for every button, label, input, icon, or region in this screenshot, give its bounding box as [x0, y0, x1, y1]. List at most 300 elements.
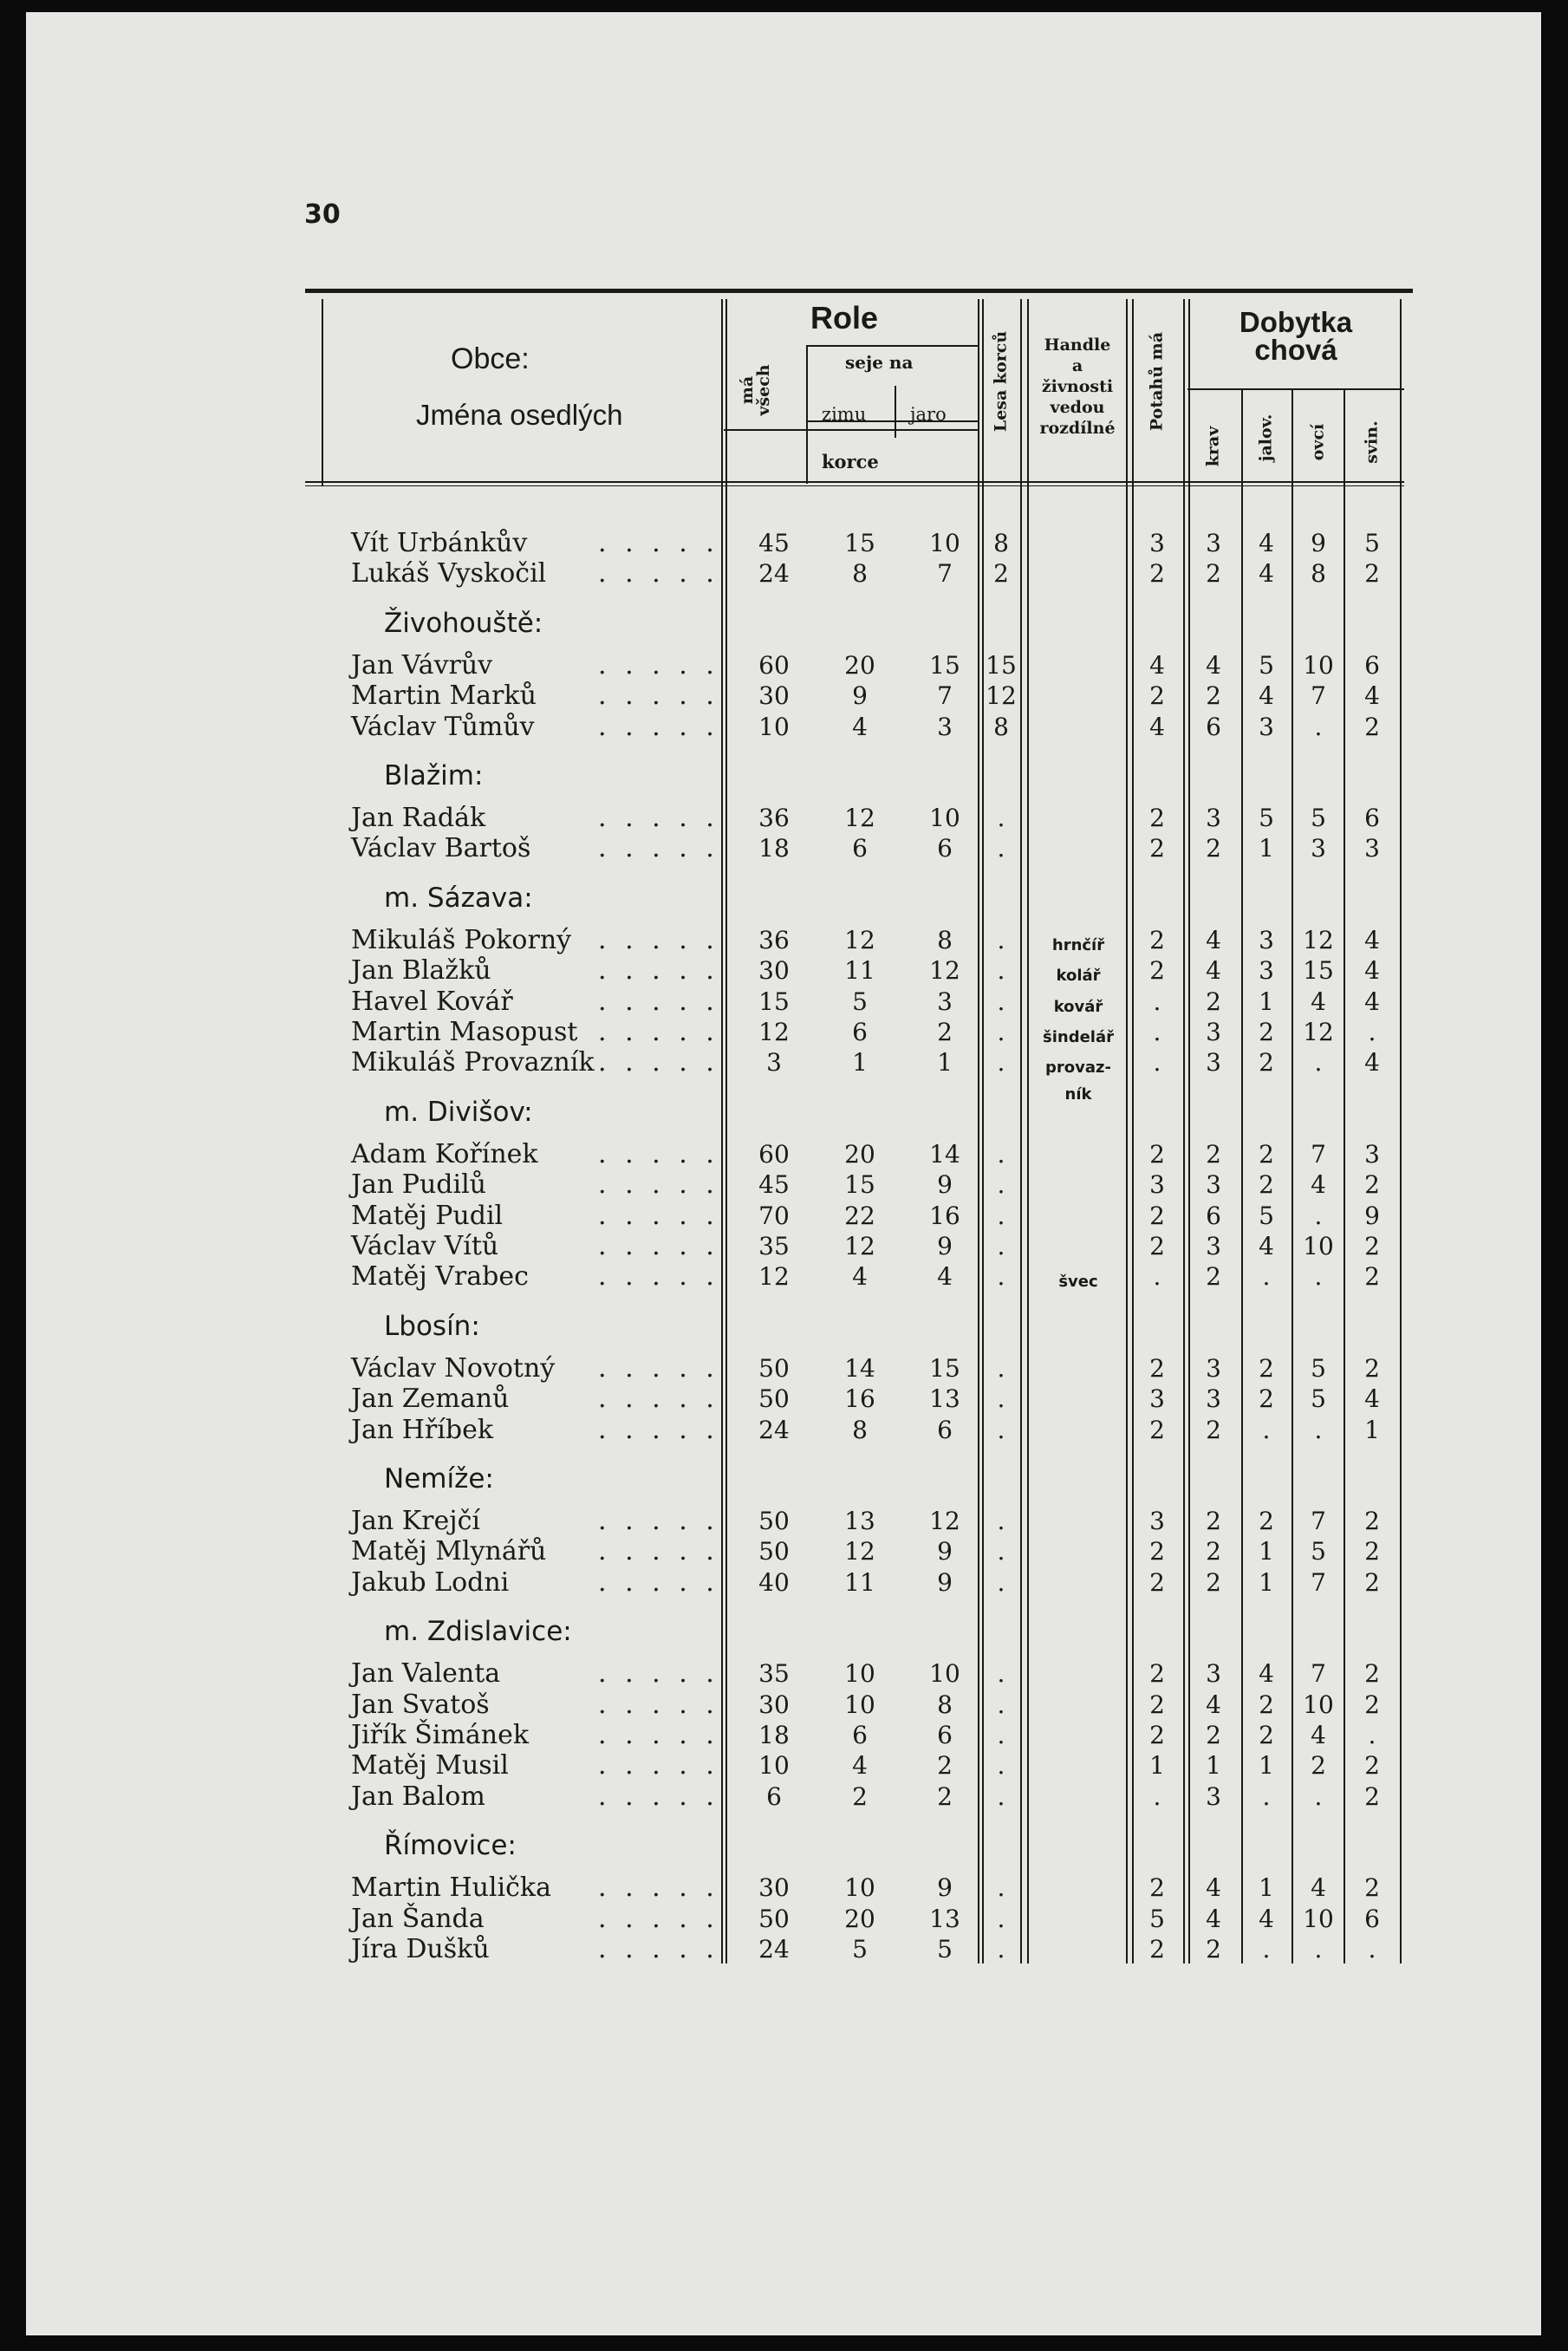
cell-ovci: 4 — [1311, 987, 1326, 1016]
leader-dots: . . . . . — [598, 711, 719, 742]
cell-ma-vsech: 30 — [758, 681, 790, 711]
cell-ma-vsech: 30 — [758, 1690, 790, 1719]
cell-zimu: 15 — [844, 1170, 875, 1200]
cell-svin: 2 — [1364, 1873, 1380, 1903]
header-lesa-korcu: Lesa korců — [991, 330, 1011, 433]
cell-krav: 3 — [1206, 1232, 1221, 1260]
cell-lesa: . — [997, 925, 1005, 954]
cell-ma-vsech: 40 — [758, 1567, 790, 1597]
cell-lesa: . — [997, 1170, 1005, 1200]
cell-potahu: . — [1153, 1018, 1161, 1046]
cell-jaro: 5 — [937, 1935, 953, 1964]
cell-jaro: 4 — [937, 1262, 953, 1292]
cell-potahu: 2 — [1149, 1659, 1165, 1689]
cell-jalov: 5 — [1259, 650, 1274, 680]
cell-zimu: 4 — [852, 712, 868, 741]
cell-ovci: 7 — [1311, 1567, 1326, 1597]
cell-jalov: 2 — [1259, 1384, 1274, 1414]
cell-zimu: 11 — [844, 1567, 875, 1597]
cell-svin: 2 — [1364, 1781, 1380, 1811]
cell-ovci: . — [1314, 1048, 1323, 1078]
cell-jaro: 9 — [937, 1170, 953, 1200]
cell-jaro: 16 — [929, 1201, 960, 1230]
cell-krav: 3 — [1206, 804, 1221, 832]
cell-jalov: 4 — [1259, 1904, 1274, 1933]
cell-ovci: . — [1314, 1781, 1323, 1811]
cell-ma-vsech: 45 — [758, 1170, 790, 1200]
owner-name: Jíra Dušků — [351, 1934, 490, 1964]
cell-potahu: 2 — [1149, 1935, 1165, 1964]
cell-krav: 3 — [1206, 1018, 1221, 1046]
owner-name: Václav Bartoš — [351, 833, 531, 864]
cell-svin: 4 — [1364, 1384, 1380, 1414]
cell-ma-vsech: 50 — [758, 1353, 790, 1383]
table-row — [0, 1170, 1568, 1200]
table-row — [0, 926, 1568, 955]
cell-krav: 4 — [1206, 956, 1221, 986]
cell-lesa: . — [997, 1935, 1005, 1964]
cell-jaro: 9 — [937, 1232, 953, 1260]
table-row — [0, 1659, 1568, 1689]
leader-dots: . . . . . — [598, 681, 719, 712]
table-row — [0, 1354, 1568, 1384]
cell-jaro: 13 — [929, 1904, 960, 1933]
leader-dots: . . . . . — [598, 955, 719, 987]
cell-ma-vsech: 70 — [758, 1201, 790, 1230]
header-ovci: ovcí — [1308, 423, 1328, 461]
cell-krav: 2 — [1206, 1507, 1221, 1535]
cell-zimu: 20 — [844, 1139, 875, 1169]
leader-dots: . . . . . — [598, 1384, 719, 1415]
cell-ovci: 4 — [1311, 1873, 1326, 1903]
cell-svin: 2 — [1364, 1170, 1380, 1200]
cell-jaro: 12 — [929, 956, 960, 986]
cell-ma-vsech: 15 — [758, 987, 790, 1016]
cell-potahu: . — [1153, 1781, 1161, 1811]
table-row — [0, 1568, 1568, 1598]
cell-jaro: 10 — [929, 529, 960, 557]
cell-svin: 4 — [1364, 987, 1380, 1016]
header-jmena-osedlych: Jména osedlých — [416, 399, 623, 431]
cell-jaro: 15 — [929, 650, 960, 680]
cell-lesa: . — [997, 1507, 1005, 1535]
cell-potahu: 2 — [1149, 1690, 1165, 1719]
cell-zimu: 15 — [844, 529, 875, 557]
owner-name: Martin Marků — [351, 681, 537, 712]
cell-krav: 4 — [1206, 650, 1221, 680]
leader-dots: . . . . . — [598, 558, 719, 589]
cell-krav: 4 — [1206, 925, 1221, 954]
cell-ma-vsech: 30 — [758, 1873, 790, 1903]
village-heading: m. Zdislavice: — [384, 1616, 572, 1648]
cell-ma-vsech: 12 — [758, 1262, 790, 1292]
cell-potahu: 2 — [1149, 1873, 1165, 1903]
cell-ma-vsech: 24 — [758, 559, 790, 589]
cell-jaro: 8 — [937, 925, 953, 954]
cell-jaro: 6 — [937, 834, 953, 863]
cell-ma-vsech: 50 — [758, 1384, 790, 1414]
leader-dots: . . . . . — [598, 1750, 719, 1781]
header-krav: krav — [1203, 426, 1223, 467]
cell-svin: 2 — [1364, 1537, 1380, 1566]
cell-jalov: . — [1262, 1781, 1271, 1811]
cell-svin: . — [1368, 1721, 1376, 1749]
table-row — [0, 651, 1568, 681]
cell-krav: 2 — [1206, 681, 1221, 711]
cell-svin: 2 — [1364, 1690, 1380, 1719]
cell-lesa: . — [997, 1873, 1005, 1903]
cell-potahu: 4 — [1149, 650, 1165, 680]
cell-krav: 2 — [1206, 1139, 1221, 1169]
cell-svin: 1 — [1364, 1415, 1380, 1444]
cell-ovci: 4 — [1311, 1170, 1326, 1200]
cell-potahu: . — [1153, 1048, 1161, 1078]
cell-svin: 2 — [1364, 1507, 1380, 1535]
cell-ma-vsech: 6 — [766, 1781, 782, 1811]
cell-svin: 2 — [1364, 1232, 1380, 1260]
leader-dots: . . . . . — [598, 986, 719, 1017]
cell-svin: 6 — [1364, 1904, 1380, 1933]
cell-jalov: . — [1262, 1415, 1271, 1444]
cell-ovci: 7 — [1311, 681, 1326, 711]
header-jalov: jalov. — [1256, 414, 1276, 462]
table-row — [0, 987, 1568, 1017]
table-row — [0, 1262, 1568, 1292]
cell-jaro: 1 — [937, 1048, 953, 1078]
cell-krav: 2 — [1206, 1567, 1221, 1597]
cell-lesa: . — [997, 1751, 1005, 1781]
cell-potahu: 2 — [1149, 1537, 1165, 1566]
cell-ovci: 9 — [1311, 529, 1326, 557]
cell-krav: 3 — [1206, 1048, 1221, 1078]
cell-krav: 2 — [1206, 834, 1221, 863]
cell-potahu: 3 — [1149, 1507, 1165, 1535]
table-row — [0, 713, 1568, 742]
leader-dots: . . . . . — [598, 1566, 719, 1598]
leader-dots: . . . . . — [598, 1352, 719, 1384]
cell-jalov: 2 — [1259, 1139, 1274, 1169]
cell-svin: 4 — [1364, 956, 1380, 986]
cell-lesa: . — [997, 1384, 1005, 1414]
owner-name: Jan Šanda — [351, 1903, 485, 1934]
cell-jalov: 3 — [1259, 712, 1274, 741]
owner-name: Adam Kořínek — [351, 1138, 538, 1169]
cell-zimu: 10 — [844, 1873, 875, 1903]
cell-potahu: 2 — [1149, 1721, 1165, 1749]
cell-krav: 3 — [1206, 1384, 1221, 1414]
cell-svin: 4 — [1364, 681, 1380, 711]
header-handle: Handle a živnosti vedou rozdílné — [1039, 335, 1116, 438]
cell-svin: 2 — [1364, 712, 1380, 741]
cell-jalov: 2 — [1259, 1690, 1274, 1719]
leader-dots: . . . . . — [598, 1414, 719, 1445]
cell-potahu: 3 — [1149, 529, 1165, 557]
cell-zimu: 4 — [852, 1751, 868, 1781]
cell-jalov: 4 — [1259, 529, 1274, 557]
cell-zimu: 5 — [852, 987, 868, 1016]
cell-ovci: 10 — [1303, 650, 1334, 680]
cell-potahu: 2 — [1149, 1415, 1165, 1444]
owner-name: Matěj Vrabec — [351, 1261, 529, 1293]
leader-dots: . . . . . — [598, 649, 719, 681]
cell-ovci: 12 — [1303, 925, 1334, 954]
cell-svin: 3 — [1364, 834, 1380, 863]
cell-jaro: 9 — [937, 1567, 953, 1597]
cell-ovci: . — [1314, 1262, 1323, 1292]
cell-krav: 2 — [1206, 1935, 1221, 1964]
table-row — [0, 1537, 1568, 1566]
cell-krav: 4 — [1206, 1904, 1221, 1933]
table-row — [0, 1905, 1568, 1934]
cell-ovci: 5 — [1311, 1537, 1326, 1566]
cell-ma-vsech: 50 — [758, 1537, 790, 1566]
cell-krav: 2 — [1206, 1721, 1221, 1749]
cell-svin: 2 — [1364, 1659, 1380, 1689]
cell-zimu: 16 — [844, 1384, 875, 1414]
cell-ma-vsech: 10 — [758, 712, 790, 741]
cell-jalov: 4 — [1259, 559, 1274, 589]
cell-jalov: 1 — [1259, 987, 1274, 1016]
cell-jaro: 2 — [937, 1018, 953, 1046]
cell-svin: 3 — [1364, 1139, 1380, 1169]
cell-lesa: . — [997, 1232, 1005, 1260]
cell-jaro: 3 — [937, 712, 953, 741]
leader-dots: . . . . . — [598, 1506, 719, 1536]
cell-potahu: 1 — [1149, 1751, 1165, 1781]
owner-name: Martin Hulička — [351, 1872, 551, 1904]
leader-dots: . . . . . — [598, 833, 719, 864]
cell-ma-vsech: 18 — [758, 834, 790, 863]
cell-lesa: 8 — [993, 529, 1009, 557]
table-row — [0, 1782, 1568, 1812]
leader-dots: . . . . . — [598, 1017, 719, 1047]
cell-potahu: . — [1153, 987, 1161, 1016]
cell-zimu: 6 — [852, 834, 868, 863]
table-row — [0, 1384, 1568, 1414]
cell-krav: 2 — [1206, 1262, 1221, 1292]
owner-name: Jan Blažků — [351, 955, 491, 987]
cell-lesa: . — [997, 834, 1005, 863]
cell-zimu: 8 — [852, 1415, 868, 1444]
cell-svin: . — [1368, 1935, 1376, 1964]
owner-name: Martin Masopust — [351, 1017, 578, 1047]
cell-jalov: 2 — [1259, 1721, 1274, 1749]
cell-lesa: . — [997, 987, 1005, 1016]
leader-dots: . . . . . — [598, 1903, 719, 1934]
owner-name: Matěj Pudil — [351, 1200, 504, 1231]
cell-jalov: 2 — [1259, 1018, 1274, 1046]
owner-name: Havel Kovář — [351, 986, 513, 1017]
cell-ma-vsech: 60 — [758, 1139, 790, 1169]
cell-zimu: 10 — [844, 1659, 875, 1689]
cell-krav: 2 — [1206, 1415, 1221, 1444]
header-korce: korce — [822, 451, 879, 472]
cell-lesa: . — [997, 956, 1005, 986]
cell-svin: 4 — [1364, 925, 1380, 954]
cell-jalov: 3 — [1259, 925, 1274, 954]
cell-potahu: 2 — [1149, 1567, 1165, 1597]
cell-potahu: 2 — [1149, 1139, 1165, 1169]
table-row — [0, 559, 1568, 589]
cell-lesa: . — [997, 804, 1005, 832]
cell-jalov: 1 — [1259, 1873, 1274, 1903]
village-heading: Lbosín: — [384, 1310, 480, 1342]
owner-name: Matěj Musil — [351, 1750, 509, 1781]
leader-dots: . . . . . — [598, 1781, 719, 1812]
cell-jaro: 12 — [929, 1507, 960, 1535]
cell-krav: 2 — [1206, 1537, 1221, 1566]
owner-name: Jan Svatoš — [351, 1689, 490, 1720]
leader-dots: . . . . . — [598, 803, 719, 833]
cell-zimu: 9 — [852, 681, 868, 711]
cell-svin: 2 — [1364, 1353, 1380, 1383]
leader-dots: . . . . . — [598, 1872, 719, 1904]
owner-name: Václav Tůmův — [351, 711, 535, 742]
table-row — [0, 1416, 1568, 1445]
cell-jalov: 1 — [1259, 1537, 1274, 1566]
table-row — [0, 1140, 1568, 1169]
cell-jaro: 6 — [937, 1721, 953, 1749]
cell-jaro: 3 — [937, 987, 953, 1016]
cell-ovci: 7 — [1311, 1507, 1326, 1535]
cell-handle: hrnčíř — [1051, 935, 1105, 954]
cell-ovci: 5 — [1311, 1353, 1326, 1383]
table-row — [0, 1721, 1568, 1750]
table-row — [0, 1018, 1568, 1047]
cell-zimu: 6 — [852, 1018, 868, 1046]
cell-zimu: 5 — [852, 1935, 868, 1964]
cell-handle: provaz- — [1045, 1058, 1111, 1078]
cell-potahu: 2 — [1149, 559, 1165, 589]
cell-ovci: . — [1314, 1935, 1323, 1964]
leader-dots: . . . . . — [598, 1200, 719, 1231]
cell-ma-vsech: 24 — [758, 1415, 790, 1444]
owner-name: Mikuláš Pokorný — [351, 924, 572, 955]
cell-ovci: 12 — [1303, 1018, 1334, 1046]
cell-ma-vsech: 45 — [758, 529, 790, 557]
cell-jalov: 2 — [1259, 1353, 1274, 1383]
village-heading: m. Divišov: — [384, 1096, 533, 1128]
owner-name: Vít Urbánkův — [351, 528, 528, 558]
cell-ovci: 10 — [1303, 1690, 1334, 1719]
owner-name: Jan Pudilů — [351, 1169, 486, 1201]
cell-krav: 2 — [1206, 987, 1221, 1016]
cell-ma-vsech: 24 — [758, 1935, 790, 1964]
cell-svin: 5 — [1364, 529, 1380, 557]
cell-ovci: 3 — [1311, 834, 1326, 863]
cell-svin: 9 — [1364, 1201, 1380, 1230]
cell-jalov: 5 — [1259, 804, 1274, 832]
cell-ovci: 7 — [1311, 1659, 1326, 1689]
cell-ovci: 10 — [1303, 1904, 1334, 1933]
cell-ma-vsech: 18 — [758, 1721, 790, 1749]
header-role: Role — [810, 300, 879, 335]
cell-jaro: 6 — [937, 1415, 953, 1444]
cell-lesa: . — [997, 1139, 1005, 1169]
cell-jalov: 4 — [1259, 681, 1274, 711]
leader-dots: . . . . . — [598, 1169, 719, 1201]
cell-zimu: 13 — [844, 1507, 875, 1535]
cell-ma-vsech: 60 — [758, 650, 790, 680]
cell-jaro: 14 — [929, 1139, 960, 1169]
cell-jaro: 10 — [929, 804, 960, 832]
cell-jaro: 8 — [937, 1690, 953, 1719]
cell-krav: 3 — [1206, 1659, 1221, 1689]
cell-handle: šindelář — [1043, 1028, 1114, 1046]
header-potahu-ma: Potahů má — [1147, 331, 1167, 432]
cell-jaro: 10 — [929, 1659, 960, 1689]
cell-zimu: 12 — [844, 1232, 875, 1260]
cell-jalov: 2 — [1259, 1170, 1274, 1200]
owner-name: Lukáš Vyskočil — [351, 558, 547, 589]
cell-zimu: 20 — [844, 650, 875, 680]
cell-ma-vsech: 36 — [758, 925, 790, 954]
cell-ovci: 4 — [1311, 1721, 1326, 1749]
cell-ovci: 5 — [1311, 804, 1326, 832]
cell-krav: 3 — [1206, 1781, 1221, 1811]
cell-jalov: 4 — [1259, 1232, 1274, 1260]
cell-lesa: . — [997, 1690, 1005, 1719]
cell-ma-vsech: 36 — [758, 804, 790, 832]
cell-lesa: 2 — [993, 559, 1009, 589]
cell-lesa: . — [997, 1353, 1005, 1383]
header-jaro: jaro — [910, 404, 947, 425]
leader-dots: . . . . . — [598, 1658, 719, 1690]
cell-svin: 6 — [1364, 650, 1380, 680]
cell-krav: 2 — [1206, 559, 1221, 589]
cell-krav: 3 — [1206, 1170, 1221, 1200]
table-header-rule — [305, 481, 1404, 483]
cell-ovci: 7 — [1311, 1139, 1326, 1169]
cell-lesa: . — [997, 1904, 1005, 1933]
owner-name: Matěj Mlynářů — [351, 1536, 547, 1567]
cell-krav: 3 — [1206, 1353, 1221, 1383]
cell-krav: 4 — [1206, 1873, 1221, 1903]
owner-name: Jan Hříbek — [351, 1414, 494, 1445]
cell-ovci: 8 — [1311, 559, 1326, 589]
cell-jaro: 13 — [929, 1384, 960, 1414]
cell-ma-vsech: 35 — [758, 1232, 790, 1260]
owner-name: Mikuláš Provazník — [351, 1047, 595, 1078]
cell-jalov: 5 — [1259, 1201, 1274, 1230]
leader-dots: . . . . . — [598, 924, 719, 955]
cell-potahu: 2 — [1149, 681, 1165, 711]
header-obce: Obce: — [451, 342, 530, 375]
cell-jaro: 9 — [937, 1873, 953, 1903]
cell-svin: 2 — [1364, 559, 1380, 589]
leader-dots: . . . . . — [598, 1934, 719, 1964]
header-svin: svin. — [1362, 420, 1382, 464]
cell-jalov: . — [1262, 1935, 1271, 1964]
cell-potahu: 2 — [1149, 1201, 1165, 1230]
cell-ma-vsech: 50 — [758, 1507, 790, 1535]
village-heading: Živohouště: — [384, 607, 543, 639]
table-top-rule — [305, 289, 1413, 293]
cell-potahu: . — [1153, 1262, 1161, 1292]
cell-potahu: 2 — [1149, 956, 1165, 986]
cell-ma-vsech: 10 — [758, 1751, 790, 1781]
table-row — [0, 956, 1568, 986]
leader-dots: . . . . . — [598, 1047, 719, 1078]
cell-ma-vsech: 30 — [758, 956, 790, 986]
cell-handle: švec — [1058, 1273, 1098, 1292]
leader-dots: . . . . . — [598, 1689, 719, 1720]
village-heading: Římovice: — [384, 1830, 517, 1862]
cell-jalov: 3 — [1259, 956, 1274, 986]
cell-jalov: 1 — [1259, 834, 1274, 863]
table-row — [0, 1690, 1568, 1720]
cell-ma-vsech: 35 — [758, 1659, 790, 1689]
